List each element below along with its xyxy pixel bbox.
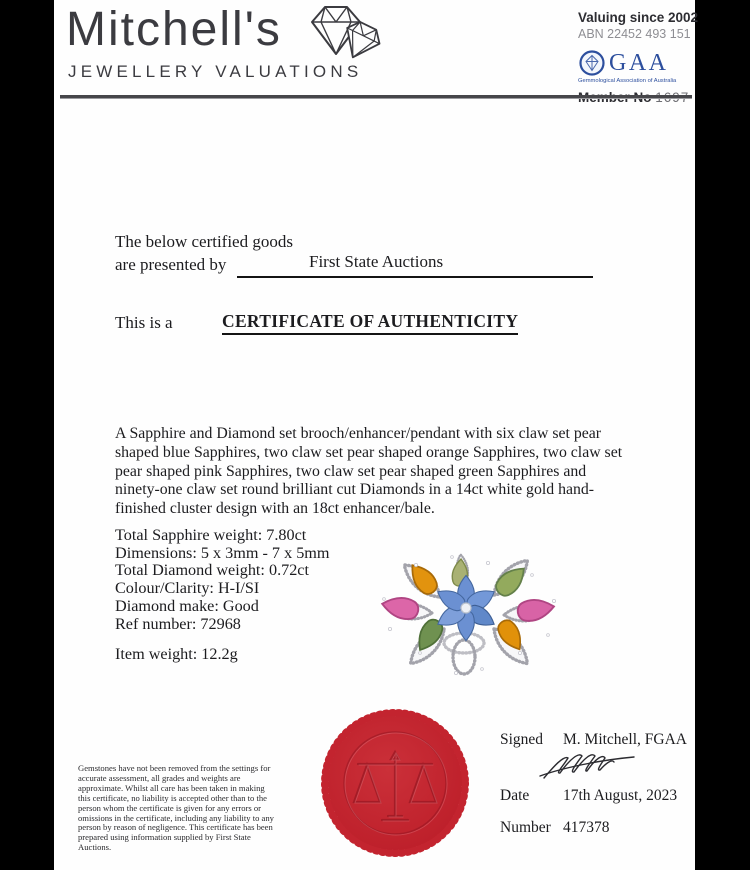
certificate-intro: This is a — [115, 313, 173, 332]
gaa-logo — [578, 49, 696, 77]
spec-list — [115, 527, 329, 633]
letterhead-right-block — [578, 10, 699, 105]
brand-subtitle: JEWELLERY VALUATIONS — [68, 62, 363, 81]
disclaimer-text: Gemstones have not been removed from the settings for accurate assessment, all grades and weights are approximate. Whilst all care has been taken in making this certificate, no liability is accepted other than to the person whom the certificate is given for any errors or omissions in the certificate, including any liability to any person by reason of negligence. This certificate has been prepared using information supplied by First State Auctions. — [78, 763, 274, 853]
spec-diamond-weight: Total Diamond weight: 0.72ct — [115, 561, 309, 580]
letterhead-divider — [60, 95, 692, 99]
signature-scribble — [538, 746, 650, 786]
presentation-line1: The below certified goods — [115, 232, 293, 251]
gaa-acronym: GAA — [609, 49, 669, 76]
spec-dimensions: Dimensions: 5 x 3mm - 7 x 5mm — [115, 543, 330, 562]
abn-number: ABN 22452 493 151 — [578, 27, 691, 41]
presenter-underline — [237, 252, 593, 278]
signed-label: Signed — [500, 731, 544, 748]
number-label: Number — [500, 819, 551, 836]
certificate-page — [54, 0, 699, 870]
valuing-since: Valuing since 2002 — [578, 10, 699, 25]
gaa-full-name: Gemmological Association of Australia — [578, 78, 677, 84]
diamonds-logo-icon — [306, 2, 398, 66]
gaa-emblem-icon — [578, 49, 606, 77]
item-weight: Item weight: 12.2g — [115, 645, 238, 663]
brand-name: Mitchell's — [66, 3, 282, 56]
signed-name: M. Mitchell, FGAA — [563, 731, 687, 748]
certificate-number: 417378 — [563, 819, 610, 836]
spec-diamond-make: Diamond make: Good — [115, 596, 259, 615]
presentation-line2: are presented by — [115, 255, 227, 274]
date-value: 17th August, 2023 — [563, 787, 678, 804]
spec-colour-clarity: Colour/Clarity: H-I/SI — [115, 579, 260, 598]
date-label: Date — [500, 787, 530, 804]
certificate-title: CERTIFICATE OF AUTHENTICITY — [222, 311, 518, 335]
spec-ref-number: Ref number: 72968 — [115, 614, 241, 633]
spec-sapphire-weight: Total Sapphire weight: 7.80ct — [115, 526, 307, 544]
brooch-photo — [360, 543, 578, 685]
red-wax-seal — [320, 708, 470, 858]
presenter-name: First State Auctions — [309, 252, 444, 271]
item-description: A Sapphire and Diamond set brooch/enhancer/pendant with six claw set pear shaped blue Sapphires, two claw set pear shaped orange Sapphires, two claw set pear shaped pink Sapphires, two claw set pear shaped green Sapphires and ninety-one claw set round brilliant cut Diamonds in a 14ct white gold hand-finished cluster design with an 18ct enhancer/bale. — [115, 425, 623, 518]
